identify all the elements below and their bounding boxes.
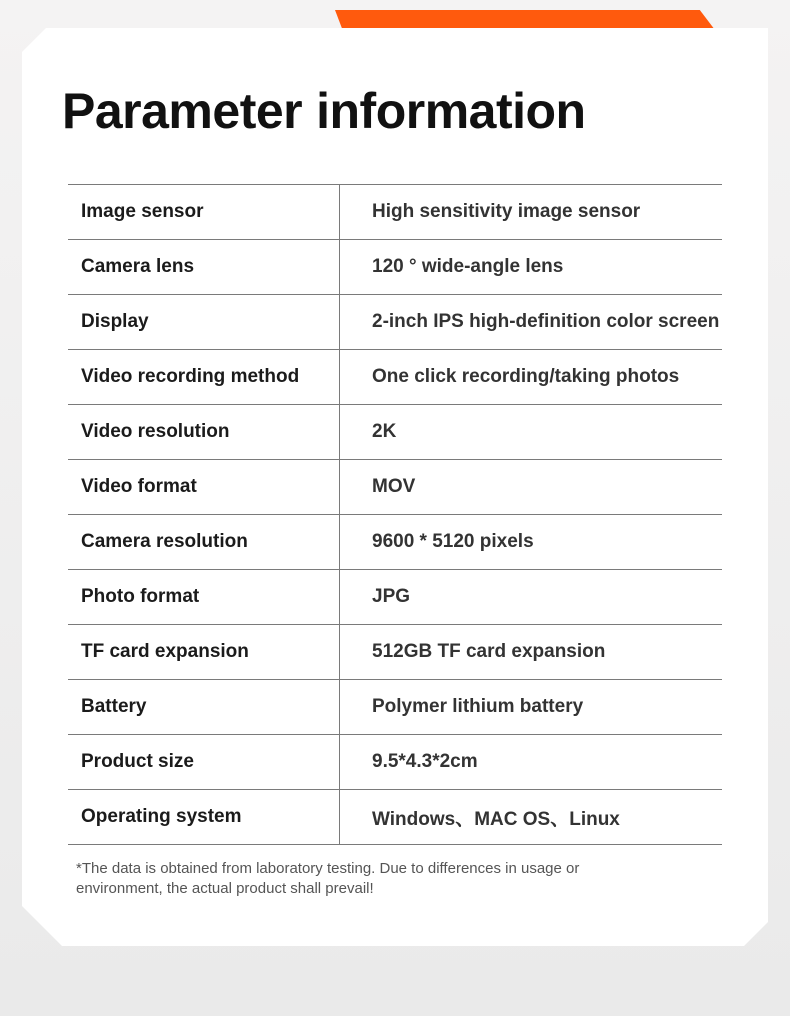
spec-value: 2-inch IPS high-definition color screen: [340, 295, 723, 350]
spec-label: Camera lens: [68, 240, 340, 295]
parameter-table-body: [68, 185, 722, 845]
spec-row: [68, 735, 722, 790]
spec-label: Video format: [68, 460, 340, 515]
spec-value: High sensitivity image sensor: [340, 185, 723, 240]
spec-label: Video recording method: [68, 350, 340, 405]
spec-row: [68, 515, 722, 570]
spec-row: [68, 405, 722, 460]
spec-row: [68, 790, 722, 845]
spec-row: [68, 570, 722, 625]
spec-value: One click recording/taking photos: [340, 350, 723, 405]
parameter-table: [68, 184, 722, 845]
spec-value: JPG: [340, 570, 723, 625]
spec-value: 512GB TF card expansion: [340, 625, 723, 680]
spec-label: Image sensor: [68, 185, 340, 240]
spec-value: 9.5*4.3*2cm: [340, 735, 723, 790]
disclaimer-note: *The data is obtained from laboratory testing. Due to differences in usage or environment, the actual product shall prevail!: [76, 860, 580, 897]
spec-value: Polymer lithium battery: [340, 680, 723, 735]
spec-label: TF card expansion: [68, 625, 340, 680]
spec-label: Product size: [68, 735, 340, 790]
spec-label: Photo format: [68, 570, 340, 625]
title-rest-text: information: [316, 83, 586, 139]
spec-row: [68, 350, 722, 405]
spec-label: Battery: [68, 680, 340, 735]
title-highlight-word: [62, 82, 302, 140]
spec-value: 9600 * 5120 pixels: [340, 515, 723, 570]
spec-row: [68, 460, 722, 515]
spec-value: 2K: [340, 405, 723, 460]
spec-label: Camera resolution: [68, 515, 340, 570]
spec-row: [68, 185, 722, 240]
spec-label: Video resolution: [68, 405, 340, 460]
spec-value: 120 ° wide-angle lens: [340, 240, 723, 295]
spec-label: Display: [68, 295, 340, 350]
spec-value: Windows、MAC OS、Linux: [340, 790, 723, 845]
spec-row: [68, 295, 722, 350]
spec-label: Operating system: [68, 790, 340, 845]
spec-row: [68, 680, 722, 735]
title-highlight-text: Parameter: [62, 83, 303, 139]
spec-row: [68, 625, 722, 680]
orange-accent-tab: [335, 10, 715, 30]
spec-row: [68, 240, 722, 295]
spec-value: MOV: [340, 460, 723, 515]
page-title: [62, 82, 586, 140]
